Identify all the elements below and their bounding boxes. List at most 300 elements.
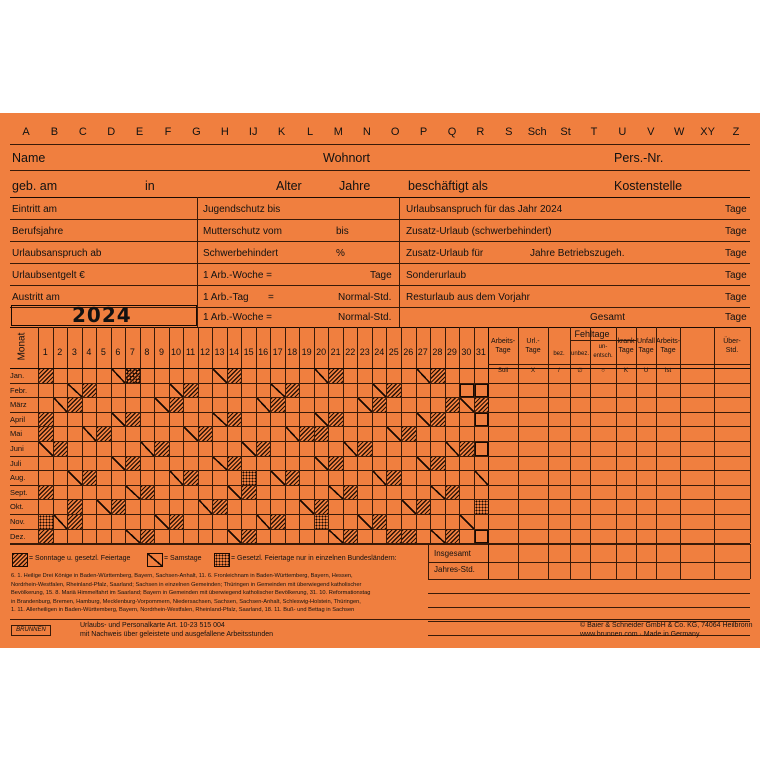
divider	[428, 579, 750, 580]
saturday-cell	[199, 500, 213, 514]
sunday-cell	[170, 398, 184, 412]
day-number: 28	[432, 347, 443, 357]
day-number: 21	[330, 347, 341, 357]
info-mid-label: Normal-Std.	[338, 312, 392, 323]
sunday-cell	[97, 427, 111, 441]
name-label: Name	[12, 151, 46, 165]
info-left-label: Urlaubsentgelt €	[12, 270, 85, 281]
sunday-cell	[417, 500, 431, 514]
divider	[518, 327, 519, 543]
day-number: 6	[115, 347, 121, 357]
jahre-label: Jahre	[339, 179, 371, 193]
sunday-legend-icon	[12, 553, 28, 567]
saturday-cell	[68, 471, 82, 485]
saturday-cell	[329, 486, 343, 500]
footnote-line: 6. 1. Heilige Drei Könige in Baden-Württemberg, Bayern, Sachsen-Anhalt, 11. 6. Fronleichnam in Baden-Württemberg, Bayern, Hessen,	[11, 573, 353, 579]
day-number: 27	[417, 347, 428, 357]
divider	[488, 499, 750, 500]
tage-label: Tage	[725, 292, 747, 303]
sunday-cell	[184, 471, 198, 485]
info-mid-label: Schwerbehindert	[203, 248, 279, 259]
sunday-cell	[402, 530, 416, 544]
sunday-cell	[286, 471, 300, 485]
divider	[488, 364, 750, 365]
alphabet-letter: S	[505, 126, 513, 138]
divider	[680, 544, 681, 579]
day-number: 13	[214, 347, 225, 357]
alphabet-letter: P	[419, 126, 428, 138]
info-mid-label: %	[336, 248, 345, 259]
month-label: Dez.	[10, 531, 26, 541]
saturday-cell	[112, 369, 126, 383]
month-label: Juni	[10, 444, 24, 453]
footnote-line: Nordrhein-Westfalen, Rheinland-Pfalz, Saarland; Sachsen in einzelnen Gemeinden; Thüringen in Gemeinden mit überwiegend katholischer	[11, 581, 362, 588]
day-number: 20	[316, 347, 327, 357]
divider	[656, 544, 657, 579]
saturday-cell	[141, 442, 155, 456]
header-unbez: unbez.	[570, 351, 589, 357]
saturday-cell	[112, 457, 126, 471]
alphabet-letter: Q	[447, 126, 457, 138]
footnote-line: in Brandenburg, Bremen, Hamburg, Mecklenburg-Vorpommern, Niedersachsen, Sachsen, Sachsen-Anhalt, Schleswig-Holstein, Thüringen,	[11, 598, 361, 605]
tage-label: Tage	[725, 312, 747, 323]
divider	[10, 219, 750, 220]
sunday-cell	[213, 500, 227, 514]
header-urltage: Url.- Tage	[525, 338, 541, 354]
sub-x: X	[530, 368, 535, 374]
saturday-cell	[54, 515, 68, 529]
saturday-cell	[228, 530, 242, 544]
header-fehltage: Fehltage	[574, 329, 610, 339]
sunday-cell	[358, 442, 372, 456]
saturday-cell	[446, 442, 460, 456]
sunday-cell	[271, 515, 285, 529]
sunday-cell	[431, 457, 445, 471]
month-label: Febr.	[10, 385, 28, 395]
sunday-cell	[68, 515, 82, 529]
divider	[10, 197, 750, 198]
info-right-label: Sonderurlaub	[406, 270, 467, 281]
saturday-cell	[358, 398, 372, 412]
sunday-cell	[141, 530, 155, 544]
sunday-cell	[257, 442, 271, 456]
sunday-cell	[402, 427, 416, 441]
day-number: 17	[272, 347, 283, 357]
day-number: 1	[42, 347, 48, 357]
divider	[570, 544, 571, 579]
alphabet-letter: D	[107, 126, 116, 138]
sunday-cell	[446, 530, 460, 544]
legend-sundays: = Sonntage u. gesetzl. Feiertage	[29, 555, 131, 562]
divider	[488, 412, 750, 413]
divider	[570, 327, 571, 543]
saturday-cell	[417, 457, 431, 471]
sunday-cell	[373, 398, 387, 412]
sunday-cell	[446, 398, 460, 412]
day-number: 16	[258, 347, 269, 357]
sunday-cell	[126, 457, 140, 471]
alphabet-letter: XY	[700, 126, 715, 138]
divider	[430, 327, 431, 543]
sub-soll: Soll	[497, 368, 508, 374]
divider	[459, 327, 460, 543]
alphabet-letter: H	[220, 126, 229, 138]
divider	[488, 529, 750, 530]
sunday-cell	[315, 500, 329, 514]
sunday-cell	[68, 398, 82, 412]
info-right-label: Zusatz-Urlaub für	[406, 248, 484, 259]
divider	[428, 593, 750, 594]
saturday-cell	[228, 486, 242, 500]
divider	[518, 544, 519, 579]
saturday-cell	[373, 384, 387, 398]
alphabet-letter: T	[590, 126, 598, 138]
sunday-cell	[228, 457, 242, 471]
day-number: 26	[403, 347, 414, 357]
info-right-label: Urlaubsanspruch für das Jahr 2024	[406, 204, 563, 215]
divider	[488, 485, 750, 486]
saturday-cell	[170, 384, 184, 398]
divider	[10, 619, 750, 620]
saturday-cell	[213, 413, 227, 427]
info-mid-label: 1 Arb.-Woche =	[203, 312, 273, 323]
sunday-cell	[271, 398, 285, 412]
pers-nr-label: Pers.-Nr.	[614, 151, 664, 165]
sunday-cell	[460, 442, 474, 456]
divider	[616, 544, 617, 579]
month-label: März	[10, 400, 27, 410]
sub-k: K	[623, 368, 628, 374]
sunday-cell	[431, 369, 445, 383]
copyright-line-2: www.brunnen.com · Made in Germany	[580, 631, 700, 638]
day-number: 22	[345, 347, 356, 357]
month-label: April	[10, 414, 26, 424]
saturday-cell	[417, 413, 431, 427]
day-number: 5	[100, 347, 106, 357]
alphabet-letter: G	[192, 126, 201, 138]
header-unentsch: un- entsch.	[593, 344, 613, 359]
divider	[616, 327, 617, 543]
saturday-cell	[257, 398, 271, 412]
divider	[227, 327, 228, 543]
divider	[53, 327, 54, 543]
divider	[656, 327, 657, 543]
sub-slash: /	[558, 368, 560, 374]
divider	[750, 544, 751, 579]
month-label: Okt.	[10, 502, 24, 512]
sunday-cell	[112, 500, 126, 514]
sunday-cell	[446, 486, 460, 500]
footnote-line: 1. 11. Allerheiligen in Baden-Württemberg, Bayern, Nordrhein-Westfalen, Rheinland-Pfalz, Saarland, 18. 11. Buß- und Bettag in Sachsen	[11, 607, 355, 614]
month-label: Jan.	[10, 371, 25, 380]
saturday-cell	[213, 457, 227, 471]
sunday-cell	[373, 515, 387, 529]
divider	[488, 514, 750, 515]
divider	[488, 441, 750, 442]
sunday-cell	[170, 515, 184, 529]
copyright-line-1: © Baier & Schneider GmbH & Co. KG, 74064 Heilbronn	[580, 622, 753, 629]
divider	[680, 327, 681, 543]
alphabet-letter: Sch	[527, 126, 547, 138]
alphabet-letter: V	[647, 126, 655, 138]
info-mid-label: bis	[336, 226, 349, 237]
saturday-cell	[402, 500, 416, 514]
sunday-cell	[228, 413, 242, 427]
regional-holiday-cell	[242, 471, 256, 485]
divider	[197, 197, 198, 327]
info-left-label: Eintritt am	[12, 204, 58, 215]
header-ueberstd: Über- Std.	[723, 338, 741, 354]
divider	[357, 327, 358, 543]
divider	[140, 327, 141, 543]
saturday-cell	[373, 471, 387, 485]
alphabet-letter: M	[333, 126, 343, 138]
header-unfall: Unfall Tage	[637, 338, 655, 354]
sunday-cell	[475, 398, 489, 412]
info-mid-label: Tage	[370, 270, 392, 281]
sunday-cell	[344, 486, 358, 500]
personnel-card	[0, 113, 760, 648]
alphabet-letter: IJ	[248, 126, 258, 138]
divider	[590, 544, 591, 579]
divider	[488, 470, 750, 471]
divider	[488, 543, 750, 544]
divider	[10, 514, 488, 515]
beschaeftigt-label: beschäftigt als	[408, 179, 488, 193]
sunday-cell	[199, 427, 213, 441]
divider	[399, 197, 400, 327]
saturday-cell	[112, 413, 126, 427]
saturday-cell	[329, 530, 343, 544]
insgesamt-label: Insgesamt	[434, 549, 471, 559]
divider	[10, 241, 750, 242]
sunday-cell	[155, 442, 169, 456]
alphabet-letter: C	[78, 126, 87, 138]
divider	[548, 544, 549, 579]
regional-holiday-cell	[315, 515, 329, 529]
sunday-cell	[387, 384, 401, 398]
divider	[10, 397, 488, 398]
saturday-cell	[83, 427, 97, 441]
divider	[10, 170, 750, 171]
product-line-2: mit Nachweis über geleistete und ausgefallene Arbeitsstunden	[80, 631, 274, 638]
sunday-cell	[387, 471, 401, 485]
month-label: Mai	[10, 429, 23, 439]
divider	[445, 327, 446, 543]
sunday-cell	[329, 413, 343, 427]
saturday-cell	[387, 427, 401, 441]
alphabet-letter: E	[135, 126, 144, 138]
saturday-cell	[184, 427, 198, 441]
alphabet-letter: R	[476, 126, 485, 138]
legend-saturdays: = Samstage	[164, 555, 202, 562]
alphabet-letter: U	[618, 126, 627, 138]
void-cell	[475, 413, 489, 427]
alphabet-letter: O	[390, 126, 400, 138]
header-bez: bez.	[553, 351, 565, 357]
day-number: 18	[287, 347, 298, 357]
saturday-cell	[170, 471, 184, 485]
divider	[10, 263, 750, 264]
tage-label: Tage	[725, 270, 747, 281]
wohnort-label: Wohnort	[323, 151, 371, 165]
divider	[488, 456, 750, 457]
divider	[10, 327, 750, 328]
info-right-label: Resturlaub aus dem Vorjahr	[406, 292, 530, 303]
divider	[428, 562, 750, 563]
info-right-label: Jahre Betriebszugeh.	[530, 248, 625, 259]
divider	[636, 327, 637, 543]
brand-logo: BRUNNEN	[11, 625, 51, 636]
saturday-cell	[54, 398, 68, 412]
day-number: 10	[170, 347, 181, 357]
info-left-label: Berufsjahre	[12, 226, 64, 237]
day-number: 24	[374, 347, 385, 357]
saturday-cell	[315, 369, 329, 383]
sunday-cell	[39, 486, 53, 500]
sub-empty: ∅	[577, 368, 583, 374]
saturday-cell	[155, 398, 169, 412]
regional-holiday-cell	[39, 515, 53, 529]
footnote-line: Bevölkerung, 15. 8. Mariä Himmelfahrt im Saarland; Bayern in Gemeinden mit überwiegend katholischer Bevölkerung, 31. 10. Reformationstag	[11, 590, 371, 597]
sunday-cell	[329, 369, 343, 383]
tage-label: Tage	[725, 226, 747, 237]
header-krank: krank Tage	[617, 338, 635, 354]
sunday-cell	[68, 500, 82, 514]
info-left-label: Austritt am	[12, 292, 60, 303]
regional-holiday-cell	[475, 500, 489, 514]
saturday-cell	[39, 442, 53, 456]
divider	[343, 327, 344, 543]
alphabet-letter: St	[560, 126, 571, 138]
divider	[169, 327, 170, 543]
divider	[488, 544, 489, 579]
day-number: 4	[86, 347, 92, 357]
day-number: 3	[71, 347, 77, 357]
saturday-cell	[257, 515, 271, 529]
void-cell	[475, 442, 489, 456]
divider	[328, 327, 329, 543]
month-header: Monat	[16, 332, 28, 361]
sunday-cell	[184, 384, 198, 398]
day-number: 31	[475, 347, 486, 357]
divider	[548, 327, 549, 543]
sunday-cell	[387, 530, 401, 544]
sub-ist: Ist	[664, 368, 672, 374]
in-label: in	[145, 179, 155, 193]
saturday-cell	[242, 442, 256, 456]
day-number: 23	[359, 347, 370, 357]
divider	[488, 397, 750, 398]
alphabet-letter: K	[277, 126, 286, 138]
void-cell	[460, 384, 474, 398]
divider	[372, 327, 373, 543]
tage-label: Tage	[725, 248, 747, 259]
saturday-cell	[431, 530, 445, 544]
info-right-label: Zusatz-Urlaub (schwerbehindert)	[406, 226, 552, 237]
sunday-cell	[344, 530, 358, 544]
saturday-cell	[126, 486, 140, 500]
info-mid-label: 1 Arb.-Woche =	[203, 270, 273, 281]
saturday-legend-icon	[147, 553, 163, 567]
year-label: 2024	[72, 303, 132, 327]
sunday-cell	[228, 369, 242, 383]
saturday-cell	[126, 530, 140, 544]
info-right-label: Gesamt	[590, 312, 626, 323]
sunday-cell	[242, 486, 256, 500]
alphabet-letter: W	[673, 126, 685, 138]
saturday-cell	[475, 471, 489, 485]
void-cell	[475, 384, 489, 398]
day-number: 19	[301, 347, 312, 357]
sunday-cell	[83, 471, 97, 485]
saturday-cell	[315, 413, 329, 427]
day-number: 2	[57, 347, 63, 357]
alphabet-letter: N	[362, 126, 371, 138]
void-cell	[475, 530, 489, 544]
alphabet-letter: A	[22, 126, 30, 138]
month-label: Juli	[10, 458, 22, 468]
sunday-cell	[300, 427, 314, 441]
sunday-cell	[126, 413, 140, 427]
divider	[256, 327, 257, 543]
header-arbeitstage: Arbeits- Tage	[490, 338, 516, 354]
month-label: Aug.	[10, 473, 26, 483]
divider	[154, 327, 155, 543]
saturday-cell	[300, 500, 314, 514]
divider	[10, 544, 750, 545]
divider	[750, 327, 751, 543]
day-number: 29	[446, 347, 457, 357]
alphabet-letter: B	[50, 126, 59, 138]
info-mid-label: 1 Arb.-Tag	[203, 292, 249, 303]
sunday-cell	[315, 427, 329, 441]
sunday-cell	[39, 413, 53, 427]
sunday-cell	[329, 457, 343, 471]
sub-u: U	[643, 368, 649, 374]
sunday-cell	[141, 486, 155, 500]
divider	[428, 607, 750, 608]
month-label: Sept.	[10, 487, 28, 497]
geb-am-label: geb. am	[12, 179, 58, 193]
alphabet-letter: L	[306, 126, 314, 138]
info-mid-label: Normal-Std.	[338, 292, 392, 303]
divider	[10, 144, 750, 145]
holiday-legend-icon	[214, 553, 230, 567]
divider	[714, 544, 715, 579]
divider	[125, 327, 126, 543]
sunday-cell	[286, 384, 300, 398]
saturday-cell	[315, 457, 329, 471]
saturday-cell	[344, 442, 358, 456]
info-mid-label: Mutterschutz vom	[203, 226, 282, 237]
day-number: 14	[229, 347, 240, 357]
saturday-cell	[417, 369, 431, 383]
product-line-1: Urlaubs- und Personalkarte Art. 10-23 515 004	[80, 622, 225, 629]
saturday-cell	[460, 515, 474, 529]
jahresstd-label: Jahres-Std.	[434, 564, 475, 574]
info-mid-label: =	[268, 292, 274, 303]
saturday-cell	[431, 486, 445, 500]
day-number: 25	[388, 347, 399, 357]
info-mid-label: Jugendschutz bis	[203, 204, 281, 215]
day-number: 30	[461, 347, 472, 357]
saturday-cell	[213, 369, 227, 383]
sub-circle: ○	[601, 368, 605, 374]
divider	[488, 426, 750, 427]
info-left-label: Urlaubsanspruch ab	[12, 248, 102, 259]
alphabet-letter: F	[164, 126, 172, 138]
